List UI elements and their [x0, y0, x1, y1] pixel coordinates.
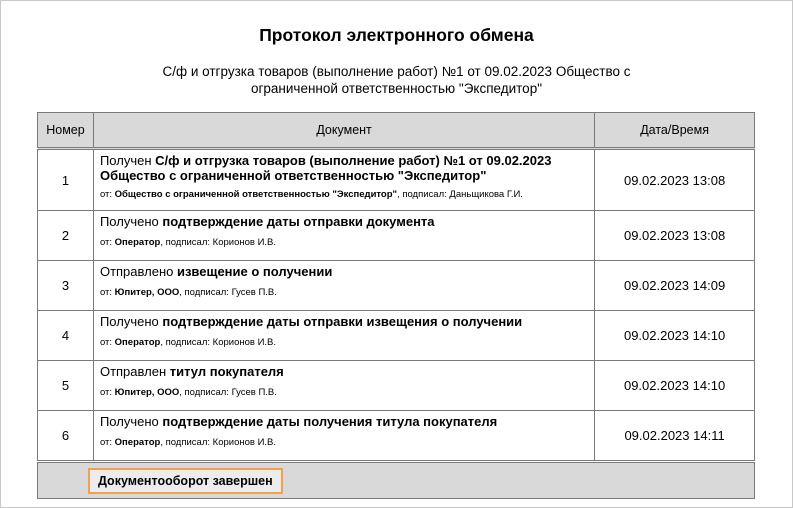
row-signature [100, 337, 588, 348]
row-from-label: от: [99, 287, 115, 298]
row-action: Получен [99, 153, 156, 168]
row-document-title [100, 364, 588, 379]
row-subject: титул покупателя [169, 364, 284, 379]
column-header-number: Номер [38, 113, 94, 149]
row-number: 2 [38, 211, 94, 261]
row-from: Юпитер, ООО [114, 387, 180, 398]
row-number: 4 [38, 311, 94, 361]
row-signed: Даньщикова Г.И. [449, 189, 523, 200]
row-from-label: от: [99, 237, 115, 248]
column-header-datetime: Дата/Время [595, 113, 755, 149]
row-signed-label: , подписал: [160, 237, 213, 248]
row-document-title [100, 153, 588, 183]
row-signature [100, 387, 588, 398]
table-row [38, 361, 755, 411]
row-signature [100, 287, 588, 298]
workflow-status-badge: Документооборот завершен [88, 468, 283, 494]
row-datetime: 09.02.2023 14:11 [595, 411, 755, 462]
row-document [93, 211, 594, 261]
row-action: Получено [99, 214, 163, 229]
row-signature [100, 437, 588, 448]
table-header-row [38, 113, 755, 149]
row-action: Отправлен [99, 364, 170, 379]
row-from: Оператор [114, 237, 161, 248]
table-row [38, 261, 755, 311]
row-from-label: от: [99, 437, 115, 448]
row-document [93, 261, 594, 311]
row-document-title [100, 214, 588, 229]
row-datetime: 09.02.2023 13:08 [595, 211, 755, 261]
row-from-label: от: [99, 189, 115, 200]
row-document [93, 361, 594, 411]
row-number: 3 [38, 261, 94, 311]
row-subject: С/ф и отгрузка товаров (выполнение работ) №1 от 09.02.2023 Общество с ограниченной ответственностью "Экспедитор" [99, 153, 552, 183]
row-from: Оператор [114, 337, 161, 348]
row-datetime: 09.02.2023 13:08 [595, 149, 755, 211]
row-subject: извещение о получении [176, 264, 333, 279]
row-datetime: 09.02.2023 14:10 [595, 361, 755, 411]
row-number: 5 [38, 361, 94, 411]
column-header-document: Документ [93, 113, 594, 149]
row-signature [100, 237, 588, 248]
row-action: Получено [99, 314, 163, 329]
table-row [38, 411, 755, 462]
row-subject: подтверждение даты отправки документа [162, 214, 435, 229]
table-row [38, 311, 755, 361]
row-document [93, 311, 594, 361]
row-signed: Корионов И.В. [212, 237, 277, 248]
row-signed-label: , подписал: [179, 387, 232, 398]
row-action: Отправлено [99, 264, 177, 279]
row-action: Получено [99, 414, 163, 429]
row-from-label: от: [99, 387, 115, 398]
table-footer-row [38, 462, 755, 499]
row-document-title [100, 414, 588, 429]
row-from-label: от: [99, 337, 115, 348]
row-number: 1 [38, 149, 94, 211]
row-signed: Гусев П.В. [231, 387, 277, 398]
row-from: Общество с ограниченной ответственностью "Экспедитор" [114, 189, 398, 200]
document-subtitle: С/ф и отгрузка товаров (выполнение работ) №1 от 09.02.2023 Общество с ограниченной ответственностью "Экспедитор" [162, 64, 631, 96]
table-row [38, 211, 755, 261]
row-signed: Корионов И.В. [212, 437, 277, 448]
row-datetime: 09.02.2023 14:10 [595, 311, 755, 361]
row-datetime: 09.02.2023 14:09 [595, 261, 755, 311]
row-subject: подтверждение даты получения титула покупателя [162, 414, 498, 429]
exchange-log-table [37, 112, 755, 499]
row-signed-label: , подписал: [397, 189, 450, 200]
row-document [93, 149, 594, 211]
row-document-title [100, 314, 588, 329]
row-signature [100, 189, 588, 200]
row-signed: Гусев П.В. [231, 287, 277, 298]
document-title: Протокол электронного обмена [259, 25, 534, 45]
row-number: 6 [38, 411, 94, 462]
table-footer [38, 462, 755, 499]
table-row [38, 149, 755, 211]
row-from: Оператор [114, 437, 161, 448]
row-signed-label: , подписал: [179, 287, 232, 298]
row-from: Юпитер, ООО [114, 287, 180, 298]
row-signed-label: , подписал: [160, 337, 213, 348]
row-document [93, 411, 594, 462]
row-subject: подтверждение даты отправки извещения о получении [162, 314, 523, 329]
row-signed: Корионов И.В. [212, 337, 277, 348]
row-signed-label: , подписал: [160, 437, 213, 448]
row-document-title [100, 264, 588, 279]
